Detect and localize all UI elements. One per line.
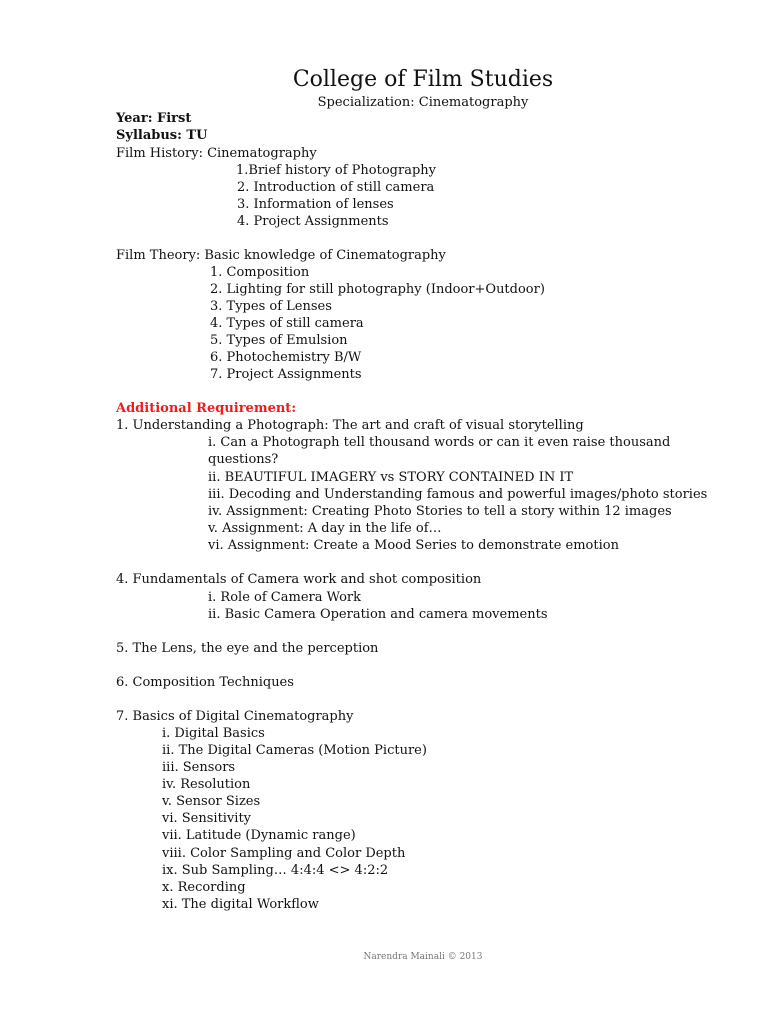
list-item: xi. The digital Workflow (162, 897, 319, 912)
list-item: 1.Brief history of Photography (236, 163, 437, 178)
list-item: ix. Sub Sampling… 4:4:4 <> 4:2:2 (162, 863, 389, 878)
list-item: 4. Types of still camera (210, 316, 364, 331)
list-item: iii. Decoding and Understanding famous and powerful images/photo stories (208, 487, 708, 502)
film-theory-heading: Film Theory: Basic knowledge of Cinematography (116, 248, 446, 263)
list-item: 4. Project Assignments (237, 214, 389, 229)
list-item: i. Digital Basics (162, 726, 265, 741)
list-item: ii. BEAUTIFUL IMAGERY vs STORY CONTAINED IN IT (208, 470, 574, 485)
list-item: questions? (208, 452, 279, 467)
list-item: 2. Lighting for still photography (Indoor+Outdoor) (210, 282, 545, 297)
additional-requirement-heading: Additional Requirement: (116, 401, 297, 416)
film-history-heading: Film History: Cinematography (116, 146, 317, 161)
list-item: 3. Information of lenses (237, 197, 394, 212)
list-item: iv. Assignment: Creating Photo Stories to tell a story within 12 images (208, 504, 672, 519)
list-item: vi. Sensitivity (162, 811, 252, 826)
list-item: iii. Sensors (162, 760, 236, 775)
list-item: 2. Introduction of still camera (237, 180, 435, 195)
list-item: 5. Types of Emulsion (210, 333, 348, 348)
list-item: 1. Composition (210, 265, 310, 280)
list-item: i. Can a Photograph tell thousand words or can it even raise thousand (208, 435, 671, 450)
year-label: Year: First (116, 111, 192, 126)
section-5-heading: 5. The Lens, the eye and the perception (116, 641, 379, 656)
list-item: viii. Color Sampling and Color Depth (162, 846, 406, 861)
list-item: 3. Types of Lenses (210, 299, 332, 314)
list-item: v. Assignment: A day in the life of… (208, 521, 442, 536)
section-7-heading: 7. Basics of Digital Cinematography (116, 709, 354, 724)
section-6-heading: 6. Composition Techniques (116, 675, 294, 690)
list-item: ii. The Digital Cameras (Motion Picture) (162, 743, 427, 758)
list-item: v. Sensor Sizes (162, 794, 261, 809)
list-item: 7. Project Assignments (210, 367, 362, 382)
page-subtitle: Specialization: Cinematography (317, 95, 529, 110)
list-item: x. Recording (162, 880, 246, 895)
list-item: i. Role of Camera Work (208, 590, 362, 605)
syllabus-label: Syllabus: TU (116, 128, 208, 143)
page-title: College of Film Studies (292, 67, 554, 92)
list-item: vii. Latitude (Dynamic range) (162, 828, 356, 843)
section-1-heading: 1. Understanding a Photograph: The art and craft of visual storytelling (116, 418, 584, 433)
list-item: iv. Resolution (162, 777, 251, 792)
list-item: vi. Assignment: Create a Mood Series to demonstrate emotion (208, 538, 619, 553)
section-4-heading: 4. Fundamentals of Camera work and shot composition (116, 572, 482, 587)
list-item: 6. Photochemistry B/W (210, 350, 362, 365)
page-footer: Narendra Mainali © 2013 (363, 952, 483, 962)
list-item: ii. Basic Camera Operation and camera movements (208, 607, 548, 622)
